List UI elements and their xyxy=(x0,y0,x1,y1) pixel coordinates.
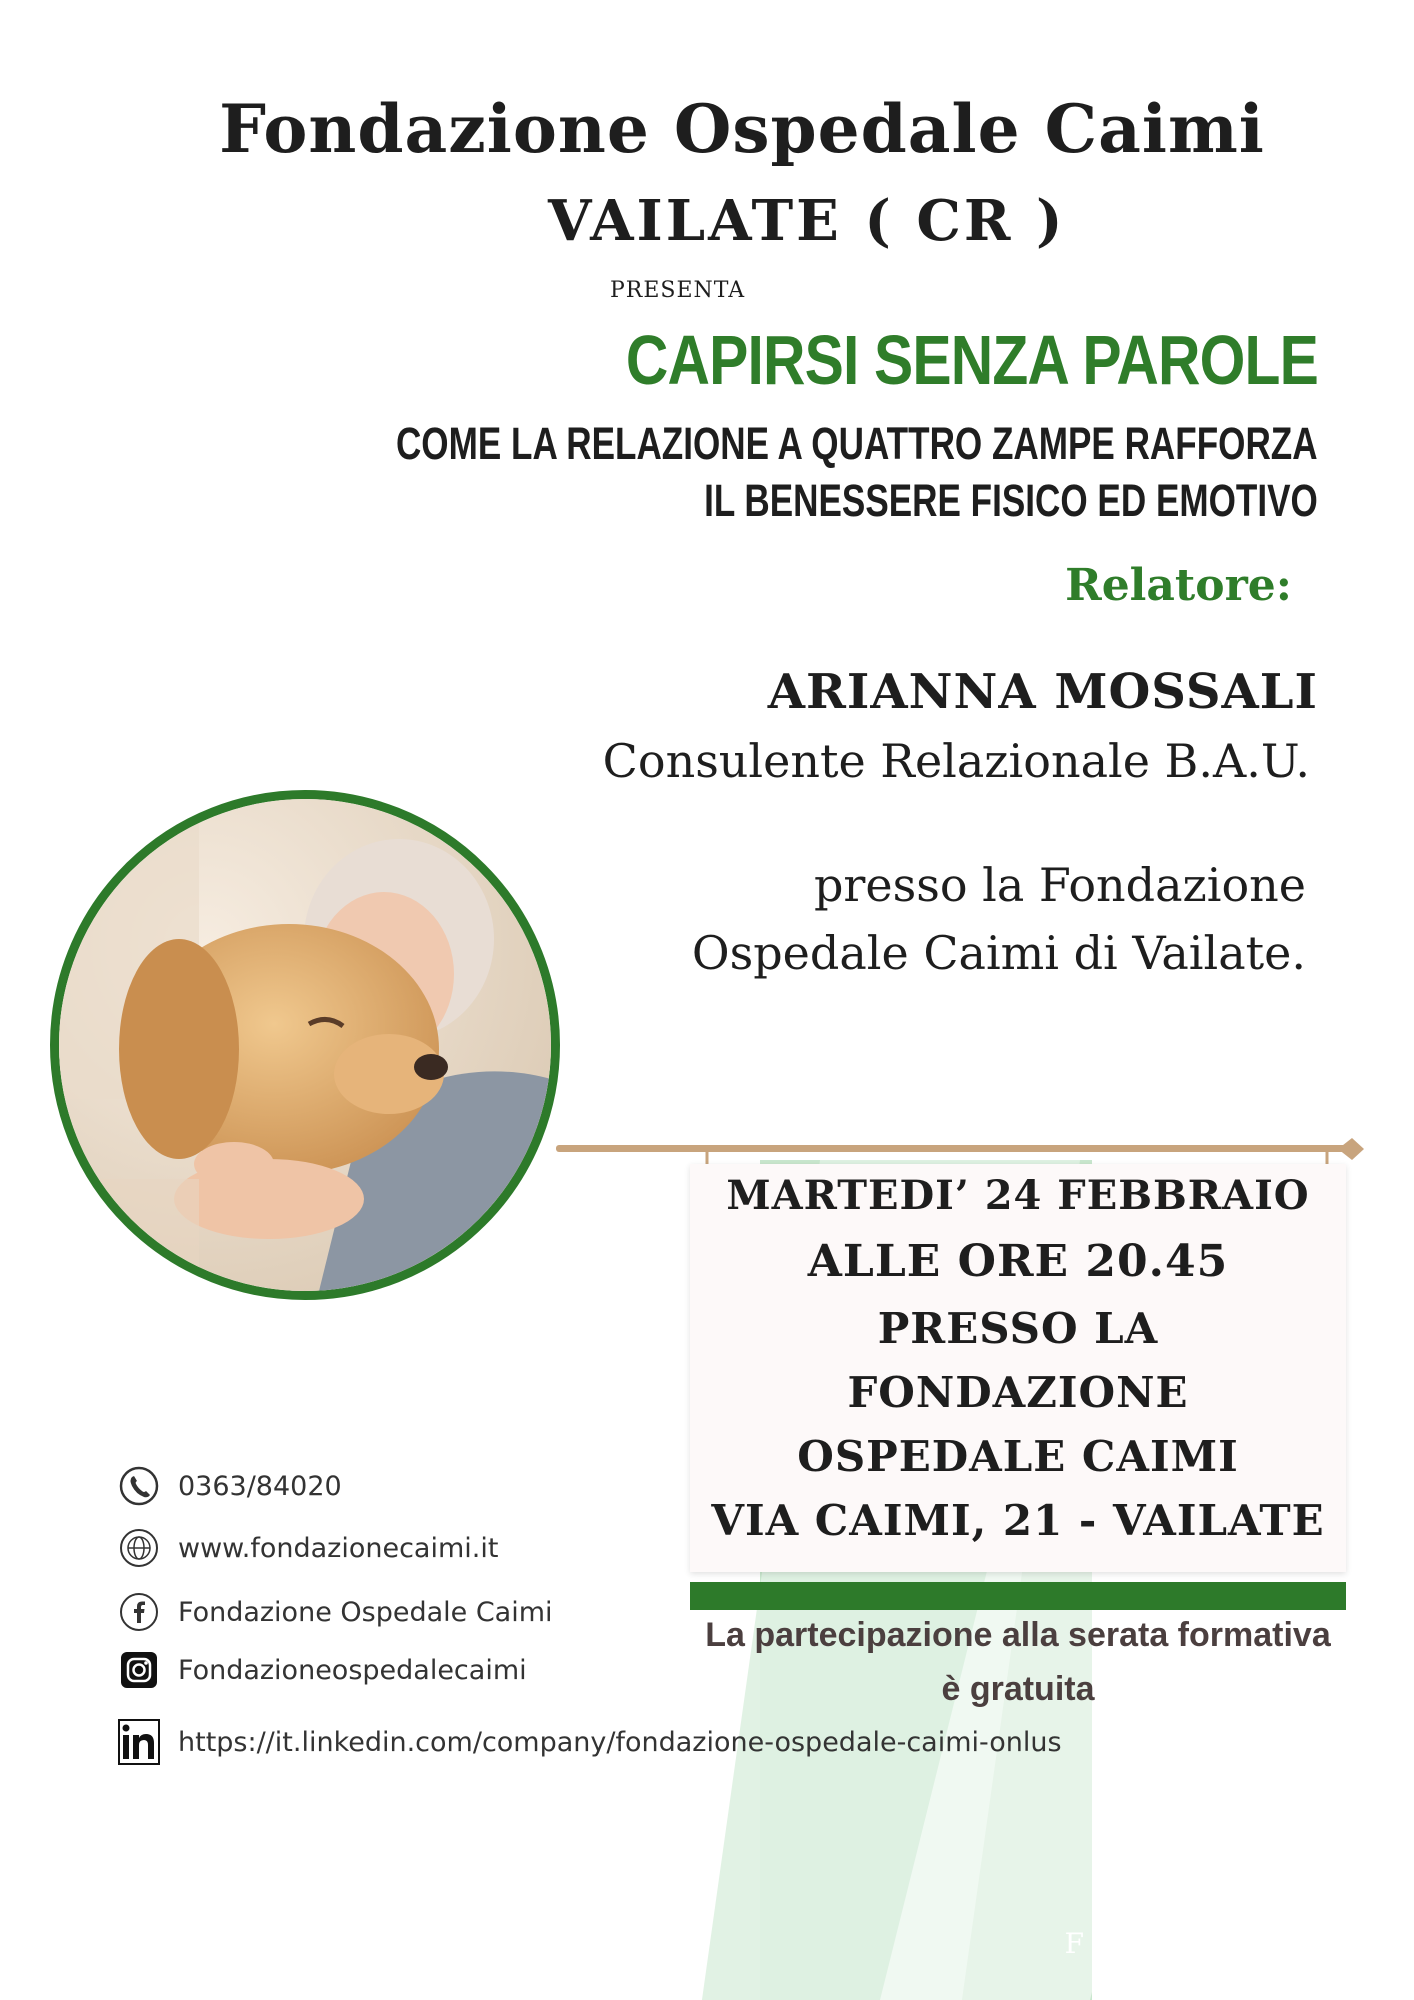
event-place-line2: FONDAZIONE xyxy=(847,1368,1189,1417)
event-address: VIA CAIMI, 21 - VAILATE xyxy=(711,1496,1325,1545)
rod-finial xyxy=(1336,1134,1366,1164)
event-time: ALLE ORE 20.45 xyxy=(807,1236,1229,1287)
instagram-link[interactable]: Fondazioneospedalecaimi xyxy=(178,1654,527,1686)
venue-line1: presso la Fondazione xyxy=(813,858,1306,912)
photo-illustration xyxy=(59,799,551,1291)
linkedin-link[interactable]: https://it.linkedin.com/company/fondazione-ospedale-caimi-onlus xyxy=(178,1726,1062,1758)
participation-line1: La partecipazione alla serata formativa xyxy=(705,1616,1331,1654)
event-title: CAPIRSI SENZA PAROLE xyxy=(625,321,1318,399)
participation-line2: è gratuita xyxy=(941,1670,1095,1708)
facebook-link[interactable]: Fondazione Ospedale Caimi xyxy=(178,1596,553,1628)
event-subtitle-line1: COME LA RELAZIONE A QUATTRO ZAMPE RAFFORZA xyxy=(396,418,1318,469)
location-heading: VAILATE ( CR ) xyxy=(548,188,1066,254)
linkedin-icon xyxy=(118,1721,160,1763)
event-place-line1: PRESSO LA xyxy=(877,1304,1159,1353)
instagram-icon xyxy=(118,1649,160,1691)
website-link[interactable]: www.fondazionecaimi.it xyxy=(178,1532,499,1564)
globe-icon xyxy=(118,1527,160,1569)
phone-icon xyxy=(118,1465,160,1507)
event-subtitle-line2: IL BENESSERE FISICO ED EMOTIVO xyxy=(704,475,1318,526)
hanging-rod xyxy=(556,1145,1356,1152)
footer-mark: F xyxy=(1064,1927,1084,1960)
venue-line2: Ospedale Caimi di Vailate. xyxy=(691,926,1306,980)
organization-heading: Fondazione Ospedale Caimi xyxy=(219,90,1265,168)
presenta-label: PRESENTA xyxy=(610,278,746,303)
speaker-role: Consulente Relazionale B.A.U. xyxy=(602,734,1310,788)
contact-phone xyxy=(118,1462,342,1510)
speaker-name: ARIANNA MOSSALI xyxy=(767,664,1318,720)
event-date: MARTEDI’ 24 FEBBRAIO xyxy=(726,1172,1310,1219)
facebook-icon xyxy=(118,1591,160,1633)
woman-with-dog-photo xyxy=(50,790,560,1300)
contact-facebook[interactable] xyxy=(118,1588,553,1636)
contact-linkedin[interactable] xyxy=(118,1718,1062,1766)
contact-website[interactable] xyxy=(118,1524,498,1572)
contact-instagram[interactable] xyxy=(118,1646,527,1694)
speaker-label: Relatore: xyxy=(1065,560,1292,611)
card-green-bar xyxy=(690,1582,1346,1610)
phone-number: 0363/84020 xyxy=(178,1470,342,1502)
event-place-line3: OSPEDALE CAIMI xyxy=(797,1432,1239,1481)
